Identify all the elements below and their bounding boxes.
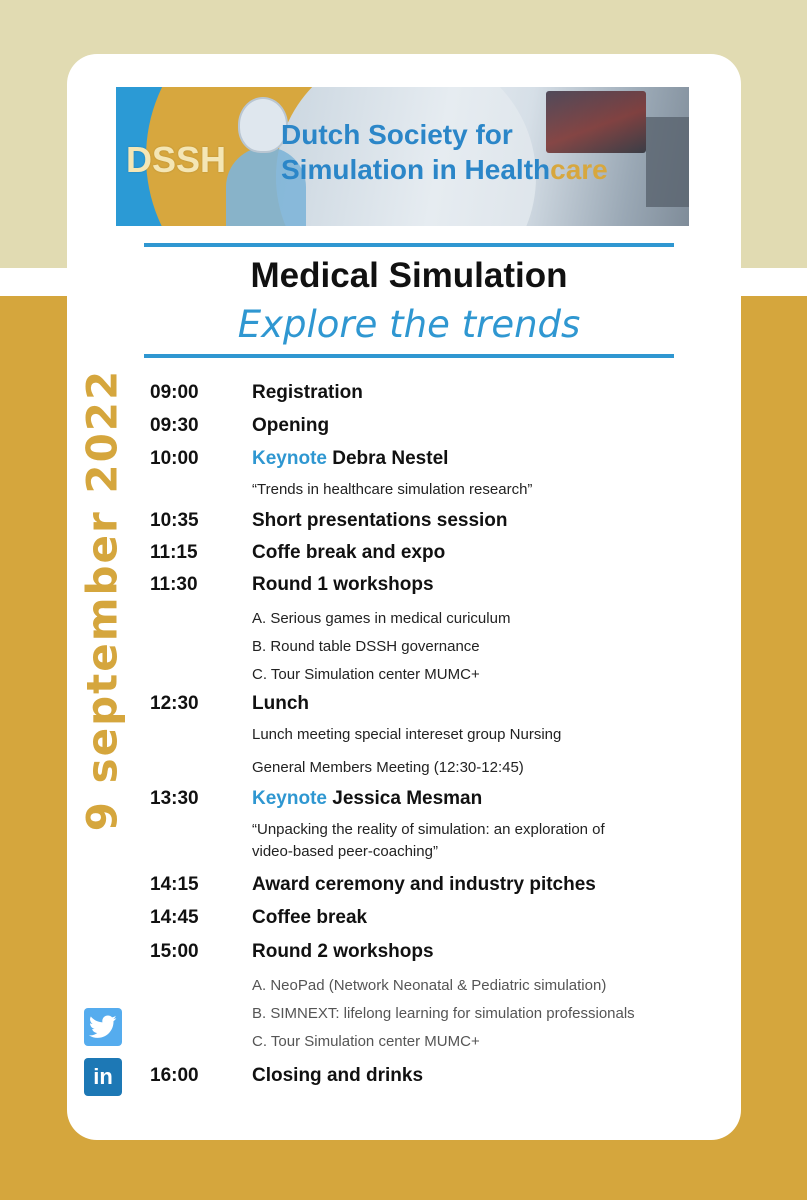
schedule-event: Opening [252,415,330,436]
schedule-event: Coffee break [252,907,368,928]
schedule-event: Short presentations session [252,510,508,531]
schedule-time: 10:00 [150,448,199,469]
schedule-event: Lunch [252,693,309,714]
schedule-note: A. NeoPad (Network Neonatal & Pediatric simulation) [252,977,607,994]
schedule-event: Round 1 workshops [252,574,434,595]
schedule-time: 16:00 [150,1065,199,1086]
page-title: Medical Simulation [250,256,568,295]
schedule-time: 14:15 [150,874,199,895]
schedule-event: Coffe break and expo [252,542,446,563]
keynote-speaker: Debra Nestel [326,448,449,469]
schedule-event [252,788,482,810]
schedule-time: 14:45 [150,907,199,928]
schedule-time: 11:15 [150,542,198,563]
equipment-illustration [646,117,689,207]
schedule-note: C. Tour Simulation center MUMC+ [252,1033,480,1050]
schedule-time: 15:00 [150,941,199,962]
schedule-note: B. Round table DSSH governance [252,638,480,655]
title-rule-bottom [144,354,674,358]
schedule-time: 09:30 [150,415,199,436]
schedule-note: C. Tour Simulation center MUMC+ [252,666,480,683]
keynote-speaker: Jessica Mesman [326,788,483,809]
schedule-note: A. Serious games in medical curiculum [252,610,511,627]
banner-name-line1: Dutch Society for [281,119,513,150]
schedule-event: Closing and drinks [252,1065,424,1086]
schedule-event: Award ceremony and industry pitches [252,874,596,895]
linkedin-glyph: in [93,1064,113,1089]
schedule-note: “Trends in healthcare simulation research” [252,481,533,498]
schedule-time: 12:30 [150,693,199,714]
schedule-note: General Members Meeting (12:30-12:45) [252,759,524,776]
title-rule-top [144,243,674,247]
schedule-event: Registration [252,382,363,403]
banner-name-line2-accent: care [550,154,608,185]
event-date-text: 9 september 2022 [77,368,127,832]
keynote-label: Keynote [252,448,327,469]
schedule-time: 09:00 [150,382,199,403]
schedule-note: B. SIMNEXT: lifelong learning for simulation professionals [252,1005,635,1022]
banner-name-line2-main: Simulation in Health [281,154,551,185]
schedule-event: Round 2 workshops [252,941,434,962]
schedule-time: 11:30 [150,574,198,595]
banner-name-line2 [281,152,608,187]
schedule-note: “Unpacking the reality of simulation: an exploration of [252,821,605,838]
schedule-note: video-based peer-coaching” [252,843,438,860]
keynote-label: Keynote [252,788,327,809]
banner-organization-name [281,117,608,187]
schedule-time: 13:30 [150,788,199,809]
twitter-bird-icon [89,1015,117,1039]
dssh-banner [116,87,689,226]
schedule-note: Lunch meeting special intereset group Nursing [252,726,562,743]
schedule-time: 10:35 [150,510,199,531]
linkedin-icon[interactable] [84,1058,122,1096]
page-subtitle: Explore the trends [237,303,581,346]
schedule-event [252,448,448,470]
banner-acronym: DSSH [126,139,227,180]
twitter-icon[interactable] [84,1008,122,1046]
